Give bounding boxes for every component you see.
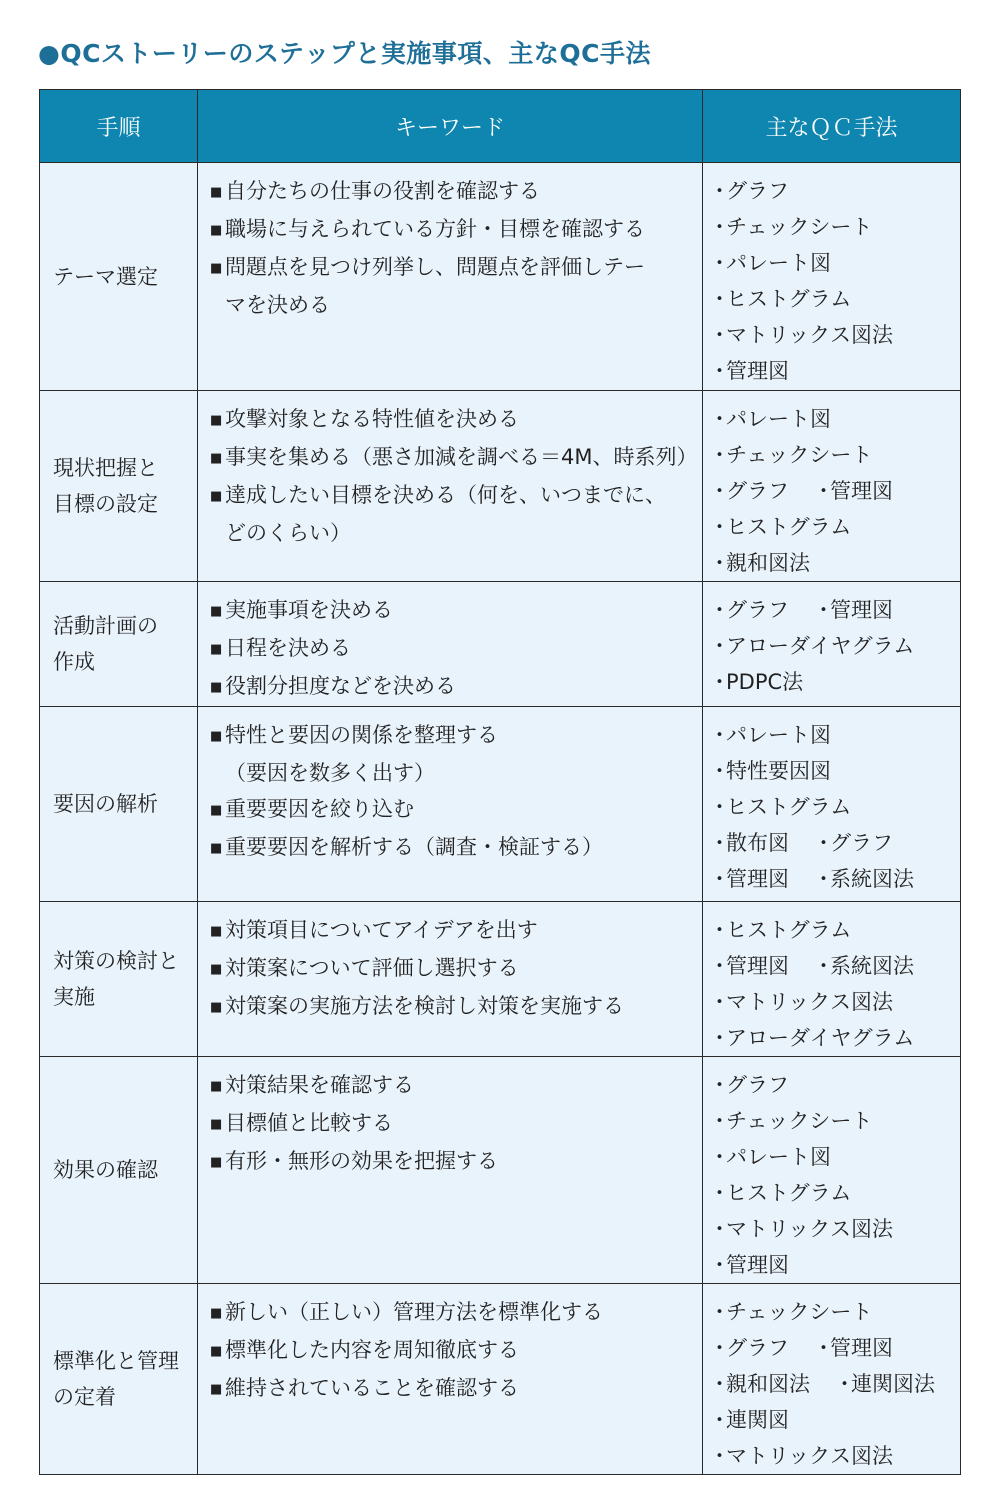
method-line: ・グラフ ・管理図 xyxy=(709,473,956,509)
bullet-dot: ・ xyxy=(709,251,730,275)
method-line: ・ヒストグラム xyxy=(709,1175,956,1211)
keyword-line: （要因を数多く出す） xyxy=(225,761,435,785)
step-label: 要因の解析 xyxy=(53,792,158,816)
bullet-dot: ・ xyxy=(813,479,834,503)
table-row xyxy=(40,163,961,391)
keyword-line: マを決める xyxy=(225,293,330,317)
keyword-line: ■ 新しい（正しい）管理方法を標準化する xyxy=(210,1294,694,1332)
step-label: 効果の確認 xyxy=(53,1158,158,1182)
keyword-cell xyxy=(198,1057,703,1284)
bullet-dot: ・ xyxy=(709,1300,730,1324)
bullet-dot: ・ xyxy=(709,1109,730,1133)
step-label: 活動計画の xyxy=(53,614,158,638)
bullet-dot: ・ xyxy=(813,1336,834,1360)
step-label: の定着 xyxy=(53,1385,116,1409)
keyword-line: どのくらい） xyxy=(225,521,351,545)
bullet-dot: ・ xyxy=(709,1145,730,1169)
document-title: ●QCストーリーのステップと実施事項、主なQC手法 xyxy=(38,39,652,68)
bullet-square: ■ xyxy=(210,489,223,504)
keyword-line: ■ 問題点を見つけ列挙し、問題点を評価しテー xyxy=(210,249,694,287)
method-line: ・グラフ ・管理図 xyxy=(709,1330,956,1366)
method-line: ・ヒストグラム xyxy=(709,509,956,545)
step-label: 標準化と管理 xyxy=(53,1349,179,1373)
keyword-cell xyxy=(198,1284,703,1475)
bullet-square: ■ xyxy=(210,261,223,276)
keyword-line: ■ 目標値と比較する xyxy=(210,1105,694,1143)
method-line: ・PDPC法 xyxy=(709,664,956,700)
bullet-dot: ・ xyxy=(709,323,730,347)
method-line: ・管理図 ・系統図法 xyxy=(709,861,956,897)
bullet-dot: ・ xyxy=(709,1336,730,1360)
method-line: ・パレート図 xyxy=(709,1139,956,1175)
method-line: ・パレート図 xyxy=(709,245,956,281)
bullet-dot: ・ xyxy=(709,359,730,383)
table-row xyxy=(40,582,961,707)
bullet-square: ■ xyxy=(210,451,223,466)
method-line: ・管理図 xyxy=(709,1247,956,1283)
bullet-dot: ・ xyxy=(709,515,730,539)
bullet-dot: ・ xyxy=(709,1217,730,1241)
bullet-dot: ・ xyxy=(709,479,730,503)
method-line: ・連関図 xyxy=(709,1402,956,1438)
bullet-dot: ・ xyxy=(709,1253,730,1277)
bullet-dot: ・ xyxy=(813,598,834,622)
bullet-dot: ・ xyxy=(709,759,730,783)
method-line: ・チェックシート xyxy=(709,1103,956,1139)
method-line: ・チェックシート xyxy=(709,1294,956,1330)
method-line: ・マトリックス図法 xyxy=(709,1211,956,1247)
bullet-dot: ・ xyxy=(709,867,730,891)
method-line: ・チェックシート xyxy=(709,209,956,245)
header-methods: 主なＱＣ手法 xyxy=(703,90,961,163)
bullet-square: ■ xyxy=(210,642,223,657)
keyword-line: ■ 実施事項を決める xyxy=(210,592,694,630)
method-line: ・ヒストグラム xyxy=(709,912,956,948)
methods-cell xyxy=(703,1057,961,1284)
step-label: 目標の設定 xyxy=(53,492,158,516)
keyword-line: ■ 重要要因を絞り込む xyxy=(210,791,694,829)
bullet-dot: ・ xyxy=(709,443,730,467)
method-line: ・パレート図 xyxy=(709,717,956,753)
bullet-square: ■ xyxy=(210,604,223,619)
method-line: ・チェックシート xyxy=(709,437,956,473)
bullet-dot: ・ xyxy=(709,407,730,431)
step-cell xyxy=(40,707,198,902)
methods-cell xyxy=(703,163,961,391)
table-row xyxy=(40,1057,961,1284)
bullet-square: ■ xyxy=(210,841,223,856)
bullet-square: ■ xyxy=(210,803,223,818)
keyword-line: ■ 標準化した内容を周知徹底する xyxy=(210,1332,694,1370)
method-line: ・アローダイヤグラム xyxy=(709,1020,956,1056)
step-cell xyxy=(40,1284,198,1475)
keyword-line: ■ 対策案の実施方法を検討し対策を実施する xyxy=(210,988,694,1026)
bullet-square: ■ xyxy=(210,413,223,428)
bullet-dot: ・ xyxy=(709,831,730,855)
method-line: ・ヒストグラム xyxy=(709,789,956,825)
bullet-dot: ・ xyxy=(709,287,730,311)
bullet-square: ■ xyxy=(210,1344,223,1359)
bullet-square: ■ xyxy=(210,1382,223,1397)
keyword-cell xyxy=(198,707,703,902)
keyword-line: ■ 職場に与えられている方針・目標を確認する xyxy=(210,211,694,249)
methods-cell xyxy=(703,1284,961,1475)
step-label: 作成 xyxy=(53,650,95,674)
bullet-dot: ・ xyxy=(709,1372,730,1396)
method-line: ・アローダイヤグラム xyxy=(709,628,956,664)
keyword-line: ■ 事実を集める（悪さ加減を調べる＝4M、時系列） xyxy=(210,439,694,477)
bullet-square: ■ xyxy=(210,1079,223,1094)
method-line: ・マトリックス図法 xyxy=(709,984,956,1020)
bullet-square: ■ xyxy=(210,1117,223,1132)
keyword-line: ■ 維持されていることを確認する xyxy=(210,1370,694,1408)
table-row xyxy=(40,902,961,1057)
method-line: ・管理図 xyxy=(709,353,956,389)
method-line: ・散布図 ・グラフ xyxy=(709,825,956,861)
methods-cell xyxy=(703,902,961,1057)
bullet-square: ■ xyxy=(210,924,223,939)
keyword-line: ■ 日程を決める xyxy=(210,630,694,668)
bullet-dot: ・ xyxy=(709,215,730,239)
bullet-dot: ・ xyxy=(813,954,834,978)
methods-cell xyxy=(703,707,961,902)
method-line: ・マトリックス図法 xyxy=(709,317,956,353)
step-cell xyxy=(40,902,198,1057)
keyword-line: ■ 有形・無形の効果を把握する xyxy=(210,1143,694,1181)
table-header-row xyxy=(40,90,961,163)
keyword-cell xyxy=(198,902,703,1057)
keyword-cell xyxy=(198,391,703,582)
step-cell xyxy=(40,582,198,707)
keyword-line: ■ 対策案について評価し選択する xyxy=(210,950,694,988)
method-line: ・パレート図 xyxy=(709,401,956,437)
method-line: ・管理図 ・系統図法 xyxy=(709,948,956,984)
header-step: 手順 xyxy=(40,90,198,163)
keyword-line: ■ 達成したい目標を決める（何を、いつまでに、 xyxy=(210,477,694,515)
method-line: ・特性要因図 xyxy=(709,753,956,789)
bullet-dot: ・ xyxy=(709,918,730,942)
step-cell xyxy=(40,163,198,391)
bullet-dot: ・ xyxy=(813,867,834,891)
bullet-square: ■ xyxy=(210,729,223,744)
qc-story-table xyxy=(39,89,961,1475)
step-label: テーマ選定 xyxy=(53,264,158,289)
bullet-dot: ・ xyxy=(709,551,730,575)
keyword-line: ■ 対策結果を確認する xyxy=(210,1067,694,1105)
keyword-line: ■ 重要要因を解析する（調査・検証する） xyxy=(210,829,694,867)
bullet-dot: ・ xyxy=(834,1372,855,1396)
step-cell xyxy=(40,1057,198,1284)
method-line: ・グラフ xyxy=(709,1067,956,1103)
table-row xyxy=(40,391,961,582)
methods-cell xyxy=(703,582,961,707)
step-label: 対策の検討と xyxy=(53,949,179,973)
bullet-dot: ・ xyxy=(709,670,730,694)
method-line: ・グラフ xyxy=(709,173,956,209)
methods-cell xyxy=(703,391,961,582)
method-line: ・グラフ ・管理図 xyxy=(709,592,956,628)
keyword-line: ■ 自分たちの仕事の役割を確認する xyxy=(210,173,694,211)
table-row xyxy=(40,707,961,902)
bullet-dot: ・ xyxy=(709,1026,730,1050)
bullet-square: ■ xyxy=(210,680,223,695)
method-line: ・ヒストグラム xyxy=(709,281,956,317)
bullet-square: ■ xyxy=(210,1306,223,1321)
header-keyword: キーワード xyxy=(198,90,703,163)
keyword-line: ■ 攻撃対象となる特性値を決める xyxy=(210,401,694,439)
bullet-dot: ・ xyxy=(709,179,730,203)
keyword-line: ■ 対策項目についてアイデアを出す xyxy=(210,912,694,950)
bullet-dot: ・ xyxy=(709,795,730,819)
bullet-dot: ・ xyxy=(709,1408,730,1432)
keyword-cell xyxy=(198,163,703,391)
bullet-dot: ・ xyxy=(709,954,730,978)
method-line: ・マトリックス図法 xyxy=(709,1438,956,1474)
step-cell xyxy=(40,391,198,582)
bullet-dot: ・ xyxy=(709,1073,730,1097)
step-label: 実施 xyxy=(53,985,95,1009)
method-line: ・親和図法 ・連関図法 xyxy=(709,1366,956,1402)
bullet-dot: ・ xyxy=(709,598,730,622)
keyword-line: ■ 特性と要因の関係を整理する xyxy=(210,717,694,755)
bullet-dot: ・ xyxy=(709,1444,730,1468)
step-label: 現状把握と xyxy=(53,456,158,480)
bullet-dot: ・ xyxy=(709,634,730,658)
bullet-square: ■ xyxy=(210,223,223,238)
bullet-square: ■ xyxy=(210,1155,223,1170)
bullet-square: ■ xyxy=(210,962,223,977)
bullet-square: ■ xyxy=(210,1000,223,1015)
method-line: ・親和図法 xyxy=(709,545,956,581)
bullet-dot: ・ xyxy=(709,1181,730,1205)
bullet-dot: ・ xyxy=(813,831,834,855)
bullet-dot: ・ xyxy=(709,723,730,747)
table-row xyxy=(40,1284,961,1475)
keyword-cell xyxy=(198,582,703,707)
bullet-square: ■ xyxy=(210,185,223,200)
keyword-line: ■ 役割分担度などを決める xyxy=(210,668,694,706)
bullet-dot: ・ xyxy=(709,990,730,1014)
